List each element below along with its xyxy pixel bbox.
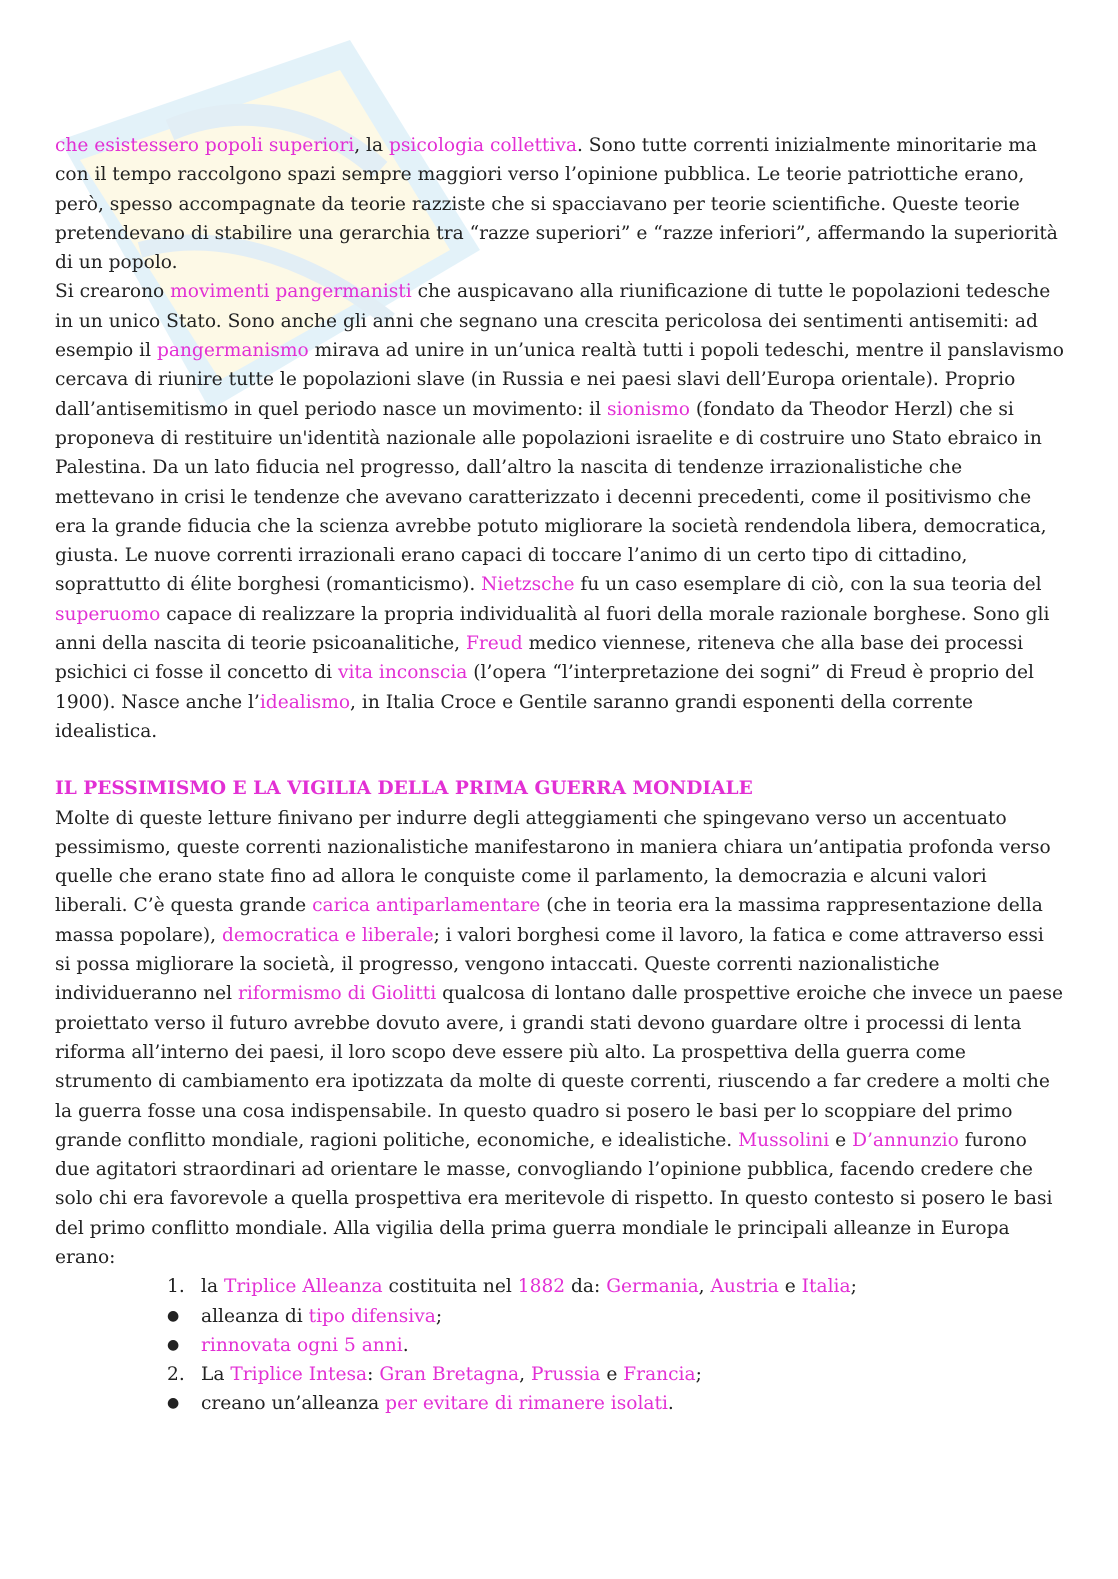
- list-item-highlight: Triplice Intesa: [230, 1364, 368, 1386]
- paragraph3-text: ; i valori borghesi come il lavoro, la fatica e come attraverso essi si possa migliorare la società, il progresso, vengono intaccati. Queste correnti nazionalistiche individueranno nel: [55, 924, 1044, 1005]
- paragraph3-highlight: riformismo di Giolitti: [237, 983, 437, 1005]
- spacer: [55, 746, 1065, 774]
- list-item: [55, 1272, 1065, 1301]
- paragraph3-text: (che in teoria era la massima rappresentazione della massa popolare),: [55, 895, 1043, 946]
- list-item-text: .: [667, 1393, 674, 1415]
- list-item: [55, 1331, 1065, 1360]
- paragraph3-text: Molte di queste letture finivano per indurre degli atteggiamenti che spingevano verso un accentuato pessimismo, queste correnti nazionalistiche manifestarono in maniera chiara un’antipatia profonda verso quelle che erano state fino ad allora le conquiste come il parlamento, la democrazia e alcuni valori liberali. C’è questa grande: [55, 807, 1051, 917]
- list-item: [55, 1389, 1065, 1418]
- paragraph3-text: e: [829, 1129, 853, 1151]
- paragraph3-highlight: D’annunzio: [852, 1129, 959, 1151]
- list-item-highlight: Triplice Alleanza: [223, 1276, 383, 1298]
- paragraph2-highlight: vita inconscia: [337, 662, 468, 684]
- paragraph-2: [55, 277, 1065, 746]
- paragraph2-text: che auspicavano alla riunificazione di tutte le popolazioni tedesche in un unico Stato. Sono anche gli anni che segnano una crescita pericolosa dei sentimenti antisemiti: ad esempio il: [55, 281, 1051, 362]
- list-number: 1.: [167, 1276, 185, 1298]
- paragraph2-highlight: Nietzsche: [481, 574, 575, 596]
- bullet-icon: ●: [167, 1395, 180, 1412]
- paragraph-1: [55, 131, 1065, 277]
- paragraph3-highlight: Mussolini: [738, 1129, 830, 1151]
- list-item: [55, 1302, 1065, 1331]
- list-item-highlight: Germania: [606, 1276, 699, 1298]
- paragraph2-text: fu un caso esemplare di ciò, con la sua teoria del: [574, 574, 1042, 596]
- list-item-text: alleanza di: [201, 1305, 309, 1327]
- paragraph1-highlight: psicologia collettiva: [388, 135, 577, 156]
- list-item-highlight: Prussia: [530, 1364, 601, 1386]
- list-number: 2.: [167, 1364, 185, 1386]
- paragraph2-highlight: sionismo: [606, 398, 690, 420]
- paragraph-3: [55, 804, 1065, 1273]
- paragraph2-text: (l’opera “l’interpretazione dei sogni” di Freud è proprio del 1900). Nasce anche l’: [55, 662, 1034, 713]
- paragraph2-text: medico viennese, riteneva che alla base dei processi psichici ci fosse il concetto di: [55, 633, 1024, 684]
- document-body: [55, 131, 1065, 1419]
- paragraph2-highlight: pangermanismo: [156, 340, 309, 362]
- list-item-text: :: [367, 1364, 380, 1386]
- paragraph2-highlight: movimenti pangermanisti: [170, 281, 412, 303]
- paragraph2-text: (fondato da Theodor Herzl) che si proponeva di restituire un'identità nazionale alle popolazioni israelite e di costruire uno Stato ebraico in Palestina. Da un lato fiducia nel progresso, dall’altro la nascita di tendenze irrazionalistiche che mettevano in crisi le tendenze che avevano caratterizzato i decenni precedenti, come il positivismo che era la grande fiducia che la scienza avrebbe potuto migliorare la società rendendola libera, democratica, giusta. Le nuove correnti irrazionali erano capaci di toccare l’animo di un certo tipo di cittadino, soprattutto di élite borghesi (romanticismo).: [55, 398, 1047, 596]
- list-item-text: ;: [435, 1305, 443, 1327]
- list-item-text: e: [600, 1364, 624, 1386]
- list-item-highlight: 1882: [517, 1276, 566, 1298]
- list-item-text: ;: [695, 1364, 702, 1386]
- list-item-highlight: tipo difensiva: [308, 1305, 436, 1327]
- list-item-text: ,: [698, 1276, 711, 1298]
- section-heading: IL PESSIMISMO E LA VIGILIA DELLA PRIMA GUERRA MONDIALE: [55, 778, 753, 800]
- paragraph2-text: mirava ad unire in un’unica realtà tutti i popoli tedeschi, mentre il panslavismo cercava di riunire tutte le popolazioni slave (in Russia e nei paesi slavi dell’Europa orientale). Proprio dall’antisemitismo in quel periodo nasce un movimento: il: [55, 340, 1064, 420]
- paragraph1-text: , la: [354, 135, 389, 156]
- list-item-text: costituita nel: [382, 1276, 518, 1298]
- list-item: [55, 1360, 1065, 1389]
- paragraph2-highlight: superuomo: [55, 603, 161, 625]
- paragraph2-text: , in Italia Croce e Gentile saranno grandi esponenti della corrente idealistica.: [55, 691, 973, 742]
- paragraph3-highlight: carica antiparlamentare: [312, 895, 541, 917]
- paragraph1-text: . Sono tutte correnti inizialmente minoritarie ma con il tempo raccolgono spazi sempre maggiori verso l’opinione pubblica. Le teorie patriottiche erano, però, spesso accompagnate da teorie razziste che si spacciavano per teorie scientifiche. Queste teorie pretendevano di stabilire una gerarchia tra “razze superiori” e “razze inferiori”, affermando la superiorità di un popolo.: [55, 135, 1058, 274]
- list-item-highlight: rinnovata ogni 5 anni: [201, 1334, 403, 1356]
- list-item-text: creano un’alleanza: [201, 1393, 386, 1415]
- list-item-highlight: Gran Bretagna: [379, 1364, 520, 1386]
- paragraph3-highlight: democratica e liberale: [222, 924, 434, 946]
- list-item-highlight: per evitare di rimanere isolati: [385, 1393, 668, 1415]
- paragraph2-highlight: Freud: [465, 633, 523, 655]
- list-item-highlight: Italia: [801, 1276, 851, 1298]
- list-item-text: e: [778, 1276, 802, 1298]
- list-item-text: la: [201, 1276, 224, 1298]
- paragraph2-highlight: idealismo: [259, 691, 351, 713]
- list-item-highlight: Francia: [623, 1364, 696, 1386]
- list-item-text: ;: [850, 1276, 857, 1298]
- paragraph3-text: qualcosa di lontano dalle prospettive eroiche che invece un paese proiettato verso il futuro avrebbe dovuto avere, i grandi stati devono guardare oltre i processi di lenta riforma all’interno dei paesi, il loro scopo deve essere più alto. La prospettiva della guerra come strumento di cambiamento era ipotizzata da molte di queste correnti, riuscendo a far credere a molti che la guerra fosse una cosa indispensabile. In questo quadro si posero le basi per lo scoppiare del primo grande conflitto mondiale, ragioni politiche, economiche, e idealistiche.: [55, 983, 1063, 1151]
- bullet-icon: ●: [167, 1336, 180, 1353]
- list-item-text: .: [402, 1334, 409, 1356]
- list-item-text: da:: [565, 1276, 607, 1298]
- paragraph2-text: Si crearono: [55, 281, 171, 303]
- paragraph3-text: furono due agitatori straordinari ad orientare le masse, convogliando l’opinione pubblica, facendo credere che solo chi era favorevole a quella prospettiva era meritevole di rispetto. In questo contesto si posero le basi del primo conflitto mondiale. Alla vigilia della prima guerra mondiale le principali alleanze in Europa erano:: [55, 1129, 1053, 1268]
- paragraph1-highlight: che esistessero popoli superiori: [55, 135, 355, 156]
- paragraph2-text: capace di realizzare la propria individualità al fuori della morale razionale borghese. Sono gli anni della nascita di teorie psicoanalitiche,: [55, 603, 1050, 655]
- list-item-text: La: [201, 1364, 231, 1386]
- bullet-icon: ●: [167, 1307, 180, 1324]
- list-item-highlight: Austria: [710, 1276, 779, 1298]
- alliances-list: [55, 1272, 1065, 1418]
- list-item-text: ,: [519, 1364, 531, 1386]
